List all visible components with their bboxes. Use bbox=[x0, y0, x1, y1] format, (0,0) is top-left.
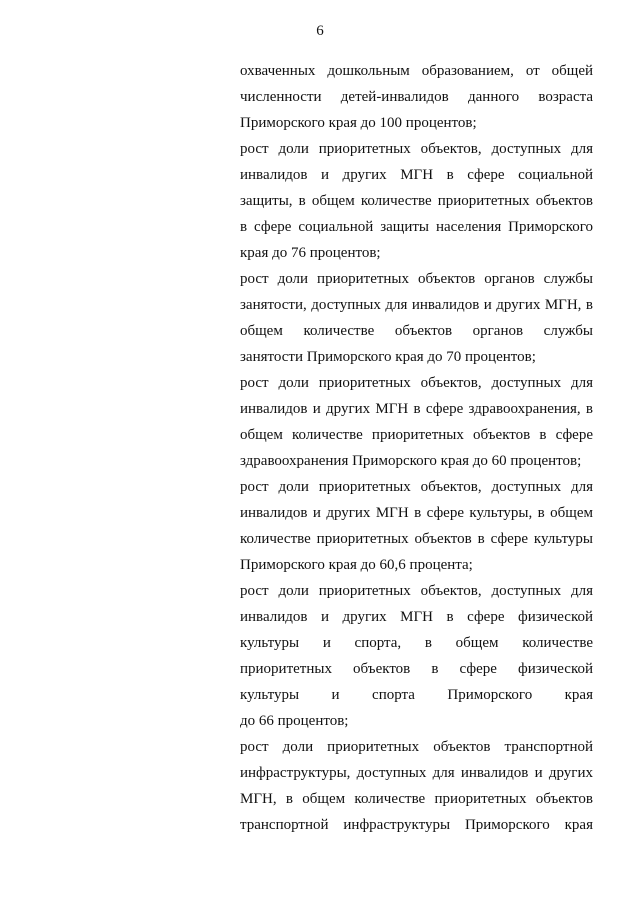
text-line: рост доли приоритетных объектов, доступных для bbox=[240, 479, 593, 495]
text-line: инвалидов и других МГН в сфере социальной bbox=[240, 167, 593, 183]
text-line: до 66 процентов; bbox=[240, 713, 349, 729]
text-line: рост доли приоритетных объектов органов службы bbox=[240, 271, 593, 287]
text-line: края до 76 процентов; bbox=[240, 245, 381, 261]
text-line: рост доли приоритетных объектов, доступных для bbox=[240, 583, 593, 599]
text-line: приоритетных объектов в сфере физической bbox=[240, 661, 593, 677]
text-line: общем количестве приоритетных объектов в сфере bbox=[240, 427, 593, 443]
text-line: рост доли приоритетных объектов, доступных для bbox=[240, 141, 593, 157]
text-line: охваченных дошкольным образованием, от общей bbox=[240, 63, 593, 79]
text-line: инфраструктуры, доступных для инвалидов и других bbox=[240, 765, 593, 781]
page-number: 6 bbox=[316, 23, 324, 39]
text-line: численности детей-инвалидов данного возраста bbox=[240, 89, 593, 105]
body-text bbox=[240, 58, 593, 838]
text-line: МГН, в общем количестве приоритетных объектов bbox=[240, 791, 593, 807]
text-line: занятости, доступных для инвалидов и других МГН, в bbox=[240, 297, 593, 313]
text-line: культуры и спорта, в общем количестве bbox=[240, 635, 593, 651]
text-line: общем количестве объектов органов службы bbox=[240, 323, 593, 339]
text-line: транспортной инфраструктуры Приморского края bbox=[240, 817, 593, 833]
text-line: инвалидов и других МГН в сфере физической bbox=[240, 609, 593, 625]
text-line: количестве приоритетных объектов в сфере культуры bbox=[240, 531, 593, 547]
text-line: Приморского края до 60,6 процента; bbox=[240, 557, 473, 573]
text-line: здравоохранения Приморского края до 60 процентов; bbox=[240, 453, 582, 469]
text-line: культуры и спорта Приморского края bbox=[240, 687, 593, 703]
text-line: инвалидов и других МГН в сфере культуры, в общем bbox=[240, 505, 593, 521]
text-line: защиты, в общем количестве приоритетных объектов bbox=[240, 193, 593, 209]
text-line: рост доли приоритетных объектов, доступных для bbox=[240, 375, 593, 391]
text-line: Приморского края до 100 процентов; bbox=[240, 115, 477, 131]
text-line: инвалидов и других МГН в сфере здравоохранения, в bbox=[240, 401, 593, 417]
text-line: занятости Приморского края до 70 процентов; bbox=[240, 349, 536, 365]
text-line: в сфере социальной защиты населения Приморского bbox=[240, 219, 593, 235]
text-line: рост доли приоритетных объектов транспортной bbox=[240, 739, 593, 755]
